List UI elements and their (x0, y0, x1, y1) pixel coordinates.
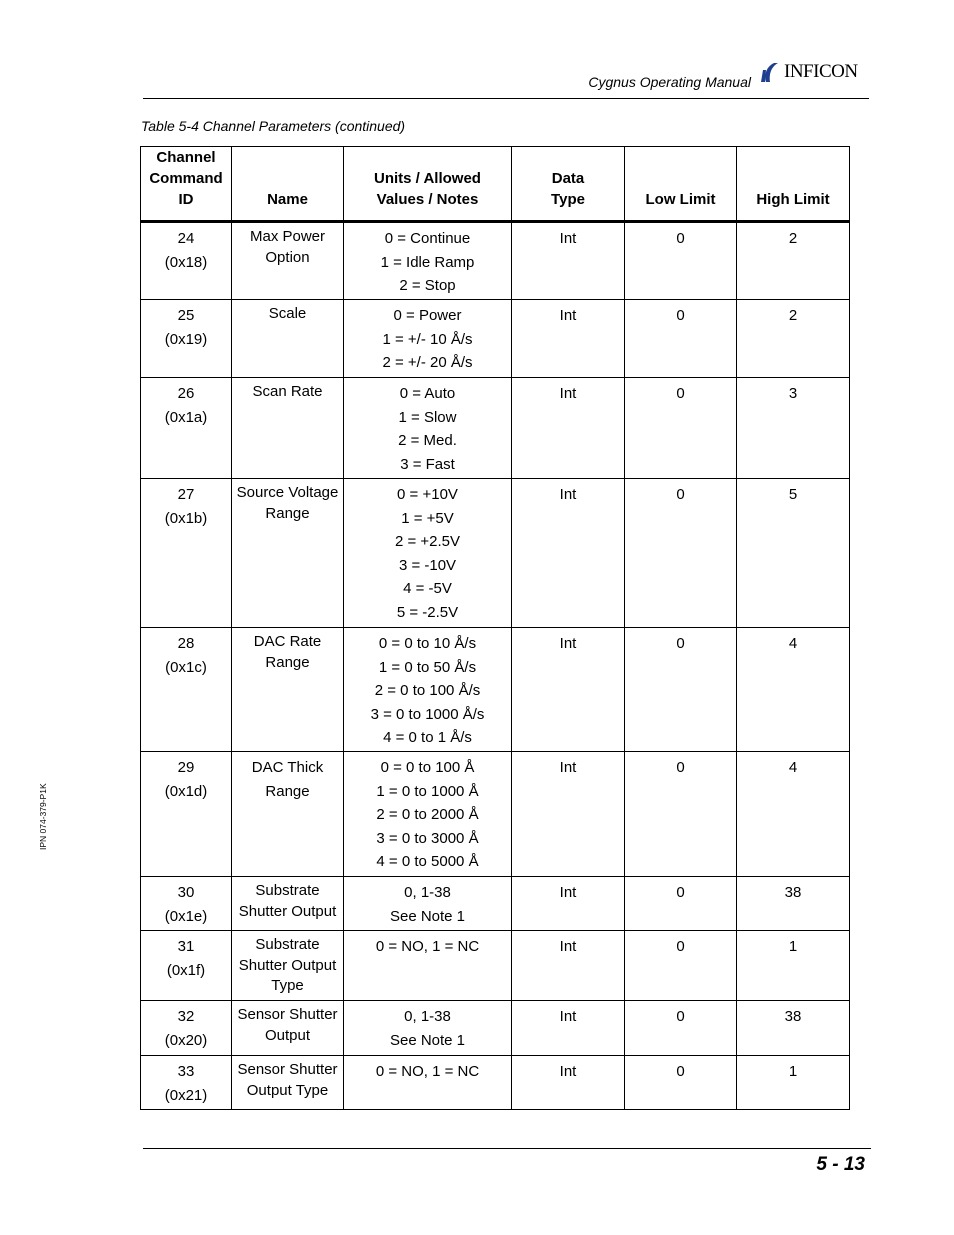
side-label-wrap (38, 770, 52, 850)
low-cell: 0 (625, 931, 737, 1001)
header-line: Low Limit (645, 191, 716, 208)
type-cell: Int (512, 222, 625, 300)
values-cell (344, 378, 512, 479)
name-line: Scale (268, 305, 307, 322)
table-row (141, 300, 850, 378)
low-cell: 0 (625, 1056, 737, 1110)
id-line: (0x1d) (164, 782, 208, 800)
name-cell (232, 1001, 344, 1056)
type-cell: Int (512, 378, 625, 479)
values-line: 1 = +/- 10 Å/s (382, 330, 473, 348)
values-line: 0, 1-38 (404, 884, 451, 901)
name-line: Scan Rate (252, 383, 323, 400)
values-line: 2 = 0 to 100 Å/s (374, 682, 481, 699)
id-line: (0x19) (164, 330, 208, 348)
values-line: 1 = +5V (401, 509, 454, 527)
inficon-logo (760, 60, 858, 84)
manual-title: Cygnus Operating Manual (588, 74, 751, 90)
header-line: Name (267, 191, 308, 208)
header-line: Values / Notes (376, 191, 479, 208)
high-cell: 1 (737, 931, 850, 1001)
table-row (141, 752, 850, 877)
id-line: 33 (177, 1063, 195, 1080)
low-cell: 0 (625, 1001, 737, 1056)
id-line: 25 (177, 307, 195, 324)
values-line: See Note 1 (389, 907, 466, 925)
table-row (141, 378, 850, 479)
name-line: Type (271, 977, 304, 994)
table-body (141, 222, 850, 1110)
id-line: 26 (177, 385, 195, 402)
id-line: (0x1b) (164, 509, 208, 527)
inficon-logo-icon (760, 61, 782, 83)
values-line: 0, 1-38 (404, 1008, 451, 1025)
type-cell: Int (512, 628, 625, 752)
name-line: Substrate (255, 882, 320, 899)
id-cell (141, 1056, 232, 1110)
logo-text: INFICON (784, 61, 858, 82)
type-cell: Int (512, 1001, 625, 1056)
id-cell (141, 877, 232, 931)
values-line: 4 = -5V (403, 580, 452, 597)
values-line: 0 = +10V (397, 486, 458, 503)
high-cell: 4 (737, 628, 850, 752)
type-cell: Int (512, 752, 625, 877)
name-cell (232, 378, 344, 479)
name-line: Sensor Shutter (237, 1006, 338, 1023)
id-line: 31 (177, 938, 195, 955)
low-cell: 0 (625, 300, 737, 378)
name-cell (232, 1056, 344, 1110)
name-cell (232, 300, 344, 378)
values-line: 1 = Slow (398, 408, 457, 426)
id-cell (141, 752, 232, 877)
name-line: Option (265, 248, 310, 266)
id-line: (0x20) (164, 1031, 208, 1049)
name-line: Sensor Shutter (237, 1061, 338, 1078)
header-line: ID (178, 191, 194, 208)
id-line: (0x1f) (166, 961, 206, 979)
values-line: 2 = 0 to 2000 Å (376, 806, 479, 823)
values-cell (344, 931, 512, 1001)
high-cell: 2 (737, 300, 850, 378)
header-line: Command (149, 170, 223, 187)
type-cell: Int (512, 300, 625, 378)
values-line: 0 = 0 to 10 Å/s (378, 635, 477, 652)
values-line: 2 = Stop (399, 277, 456, 294)
table-row (141, 931, 850, 1001)
type-cell: Int (512, 931, 625, 1001)
values-line: 0 = Power (393, 307, 462, 324)
id-line: (0x18) (164, 253, 208, 271)
name-line: Substrate (255, 936, 320, 953)
channel-command-id-header (141, 147, 232, 222)
id-line: 24 (177, 230, 195, 247)
type-cell: Int (512, 479, 625, 628)
name-line: DAC Rate (253, 633, 322, 650)
values-cell (344, 300, 512, 378)
id-line: 28 (177, 635, 195, 652)
high-limit-header (737, 147, 850, 222)
id-line: 29 (177, 759, 195, 776)
id-cell (141, 931, 232, 1001)
low-cell: 0 (625, 877, 737, 931)
table-row (141, 479, 850, 628)
units-values-notes-header (344, 147, 512, 222)
values-cell (344, 877, 512, 931)
values-line: 4 = 0 to 1 Å/s (383, 729, 472, 746)
page-number: 5 - 13 (816, 1154, 865, 1175)
name-line: Range (265, 782, 310, 800)
values-line: 3 = -10V (398, 556, 457, 574)
id-cell (141, 1001, 232, 1056)
values-line: 3 = 0 to 1000 Å/s (370, 705, 485, 723)
table-row (141, 877, 850, 931)
values-line: 3 = 0 to 3000 Å (376, 829, 479, 847)
values-cell (344, 1001, 512, 1056)
values-cell (344, 1056, 512, 1110)
name-line: Range (265, 653, 310, 671)
high-cell: 2 (737, 222, 850, 300)
header-rule (143, 98, 869, 99)
id-line: (0x21) (164, 1086, 208, 1104)
values-cell (344, 752, 512, 877)
name-cell (232, 628, 344, 752)
low-cell: 0 (625, 479, 737, 628)
table-header-row (141, 147, 850, 222)
id-line: (0x1e) (164, 907, 208, 925)
values-line: 2 = Med. (398, 432, 457, 449)
values-line: 0 = 0 to 100 Å (380, 759, 475, 776)
high-cell: 38 (737, 877, 850, 931)
values-line: 3 = Fast (400, 455, 455, 473)
values-line: 0 = Continue (384, 230, 471, 247)
name-line: Source Voltage (236, 484, 339, 501)
id-line: 32 (177, 1008, 195, 1025)
name-cell (232, 479, 344, 628)
values-line: 0 = NO, 1 = NC (375, 938, 480, 955)
low-cell: 0 (625, 752, 737, 877)
values-cell (344, 628, 512, 752)
values-line: 5 = -2.5V (396, 603, 459, 621)
name-line: Shutter Output (238, 956, 337, 974)
header-line: Channel (156, 149, 216, 166)
name-cell (232, 877, 344, 931)
values-line: 2 = +/- 20 Å/s (382, 354, 473, 371)
name-line: Max Power (249, 228, 326, 245)
name-line: Output Type (246, 1081, 329, 1099)
id-cell (141, 378, 232, 479)
table-row (141, 1001, 850, 1056)
table-row (141, 628, 850, 752)
header-line: Type (551, 191, 585, 208)
name-cell (232, 752, 344, 877)
id-cell (141, 628, 232, 752)
values-line: 1 = Idle Ramp (380, 253, 475, 271)
name-header (232, 147, 344, 222)
id-line: (0x1c) (165, 658, 207, 676)
low-limit-header (625, 147, 737, 222)
name-line: Output (264, 1026, 311, 1044)
low-cell: 0 (625, 222, 737, 300)
footer-rule (143, 1148, 871, 1149)
name-line: Range (265, 504, 310, 522)
values-line: 0 = Auto (399, 385, 456, 402)
id-cell (141, 300, 232, 378)
low-cell: 0 (625, 628, 737, 752)
values-cell (344, 479, 512, 628)
id-line: (0x1a) (164, 408, 208, 426)
header-line: Units / Allowed (374, 170, 481, 187)
channel-parameters-table (140, 146, 850, 1110)
data-type-header (512, 147, 625, 222)
name-cell (232, 931, 344, 1001)
name-line: Shutter Output (238, 902, 337, 920)
high-cell: 5 (737, 479, 850, 628)
values-line: 1 = 0 to 1000 Å (376, 782, 479, 800)
high-cell: 3 (737, 378, 850, 479)
table-row (141, 222, 850, 300)
values-line: 4 = 0 to 5000 Å (376, 853, 479, 870)
type-cell: Int (512, 877, 625, 931)
name-line: DAC Thick (251, 759, 324, 776)
values-line: See Note 1 (389, 1031, 466, 1049)
type-cell: Int (512, 1056, 625, 1110)
table-row (141, 1056, 850, 1110)
table-caption: Table 5-4 Channel Parameters (continued) (141, 118, 406, 134)
values-line: 2 = +2.5V (394, 533, 461, 550)
low-cell: 0 (625, 378, 737, 479)
id-line: 30 (177, 884, 195, 901)
id-line: 27 (177, 486, 195, 503)
values-cell (344, 222, 512, 300)
header-line: Data (551, 170, 585, 187)
name-cell (232, 222, 344, 300)
id-cell (141, 479, 232, 628)
header-line: High Limit (756, 191, 830, 208)
high-cell: 4 (737, 752, 850, 877)
high-cell: 38 (737, 1001, 850, 1056)
values-line: 1 = 0 to 50 Å/s (378, 658, 477, 676)
high-cell: 1 (737, 1056, 850, 1110)
values-line: 0 = NO, 1 = NC (375, 1063, 480, 1080)
ipn-side-label: IPN 074-379-P1K (38, 783, 48, 850)
id-cell (141, 222, 232, 300)
